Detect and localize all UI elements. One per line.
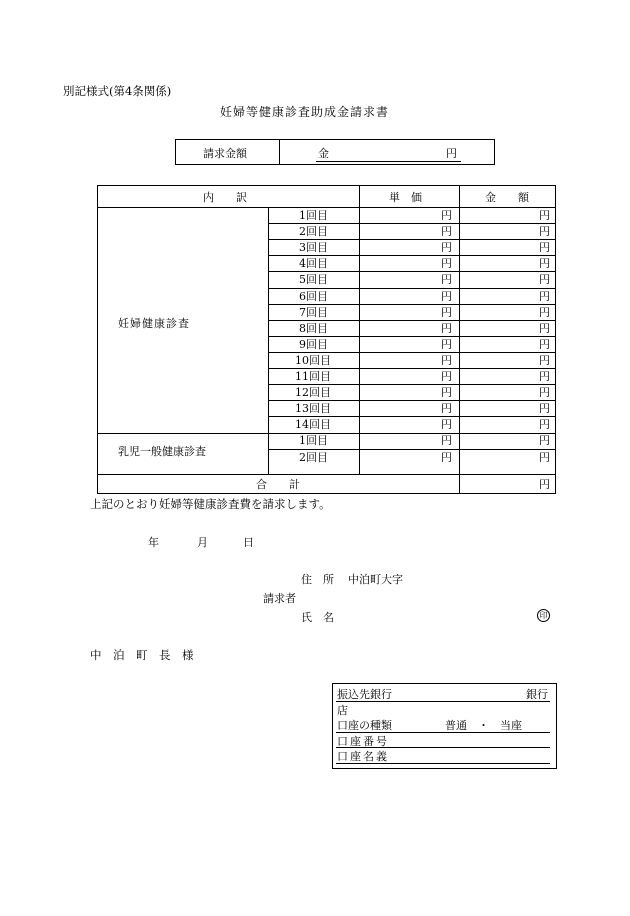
address-value: 中泊町大字 [348,573,403,586]
amount-yen: 円 [539,225,550,239]
amount-yen: 円 [539,434,550,448]
seal-mark: 印 [537,609,550,622]
amount-yen: 円 [539,257,550,271]
account-number-label: 口座番号 [337,735,389,748]
amount-yen: 円 [539,450,550,464]
unit-price-yen: 円 [441,418,452,432]
header-breakdown: 内 訳 [203,191,247,204]
header-rule [98,207,555,208]
total-label: 合 計 [256,478,300,491]
date-month: 月 [197,536,208,549]
bank-info-box [332,683,557,769]
row-count-label: 8回目 [299,321,328,335]
address-label: 住 所 [301,573,334,586]
breakdown-table [97,185,556,494]
claim-statement: 上記のとおり妊婦等健康診査費を請求します。 [90,497,331,511]
date-year: 年 [148,536,159,549]
row-count-label: 6回目 [299,289,328,303]
bank-underline [336,701,550,702]
unit-price-yen: 円 [441,209,452,222]
total-yen: 円 [539,478,550,491]
amount-yen: 円 [539,337,550,351]
row-rule [268,239,555,240]
row-rule [268,320,555,321]
account-type-options: 普通 ・ 当座 [445,719,522,732]
unit-price-yen: 円 [441,321,452,335]
row-count-label: 13回目 [295,402,331,416]
date-day: 日 [243,536,254,549]
unit-price-yen: 円 [441,273,452,287]
amount-yen: 円 [539,241,550,255]
unit-price-yen: 円 [441,257,452,271]
unit-price-yen: 円 [441,305,452,319]
account-name-label: 口座名義 [337,750,389,763]
row-rule [268,255,555,256]
row-rule [268,352,555,353]
row-rule [268,400,555,401]
amount-box-divider [279,140,280,164]
amount-yen: 円 [539,402,550,416]
row-count-label: 1回目 [299,434,328,448]
total-rule [98,474,555,475]
account-name-underline [336,763,550,764]
row-count-label: 9回目 [299,337,328,351]
row-rule [268,271,555,272]
unit-price-yen: 円 [441,353,452,367]
unit-price-yen: 円 [441,434,452,448]
amount-yen: 円 [539,209,550,222]
claim-amount-box [175,139,495,165]
amount-yen: 円 [539,386,550,400]
row-count-label: 2回目 [299,450,328,464]
col-divider-unit [359,186,360,474]
unit-price-yen: 円 [441,402,452,416]
header-unit-price: 単 価 [389,191,422,204]
account-number-underline [336,747,550,748]
header-amount: 金 額 [485,191,529,204]
row-rule [268,223,555,224]
amount-yen: 円 [539,370,550,383]
row-rule [268,368,555,369]
amount-yen: 円 [539,273,550,287]
amount-yen: 円 [539,321,550,335]
bank-suffix: 銀行 [526,688,548,701]
claimant-label: 請求者 [263,592,296,605]
form-note: 別記様式(第4条関係) [63,84,172,98]
branch-suffix: 店 [337,704,348,717]
document-title: 妊婦等健康診査助成金請求書 [220,105,390,119]
row-count-label: 10回目 [295,353,331,367]
row-count-label: 4回目 [299,257,328,271]
unit-price-yen: 円 [441,337,452,351]
amount-prefix: 金 [318,147,329,160]
row-rule [268,288,555,289]
category-maternal-checkup: 妊婦健康診査 [118,317,190,330]
account-type-underline [336,732,550,733]
row-rule [268,336,555,337]
row-count-label: 2回目 [299,225,328,239]
col-divider-amount [459,186,460,493]
row-count-label: 3回目 [299,241,328,255]
row-count-label: 11回目 [295,370,331,383]
amount-underline [316,161,461,162]
amount-yen: 円 [539,418,550,432]
unit-price-yen: 円 [441,225,452,239]
row-count-label: 1回目 [299,209,328,222]
category-infant-checkup: 乳児一般健康診査 [118,445,206,458]
row-rule [268,384,555,385]
unit-price-yen: 円 [441,241,452,255]
row-count-label: 14回目 [295,418,331,432]
name-label: 氏 名 [301,611,334,624]
row-count-label: 7回目 [299,305,328,319]
unit-price-yen: 円 [441,370,452,383]
account-type-label: 口座の種類 [337,719,392,732]
claim-amount-label: 請求金額 [203,147,247,160]
amount-yen: 円 [539,305,550,319]
amount-suffix: 円 [446,147,457,160]
row-rule [268,304,555,305]
unit-price-yen: 円 [441,386,452,400]
row-rule [268,416,555,417]
amount-yen: 円 [539,289,550,303]
row-rule [268,449,555,450]
amount-yen: 円 [539,353,550,367]
addressee: 中 泊 町 長 様 [90,648,194,662]
bank-label: 振込先銀行 [337,688,392,701]
unit-price-yen: 円 [441,450,452,464]
row-count-label: 5回目 [299,273,328,287]
unit-price-yen: 円 [441,289,452,303]
row-count-label: 12回目 [295,386,331,400]
